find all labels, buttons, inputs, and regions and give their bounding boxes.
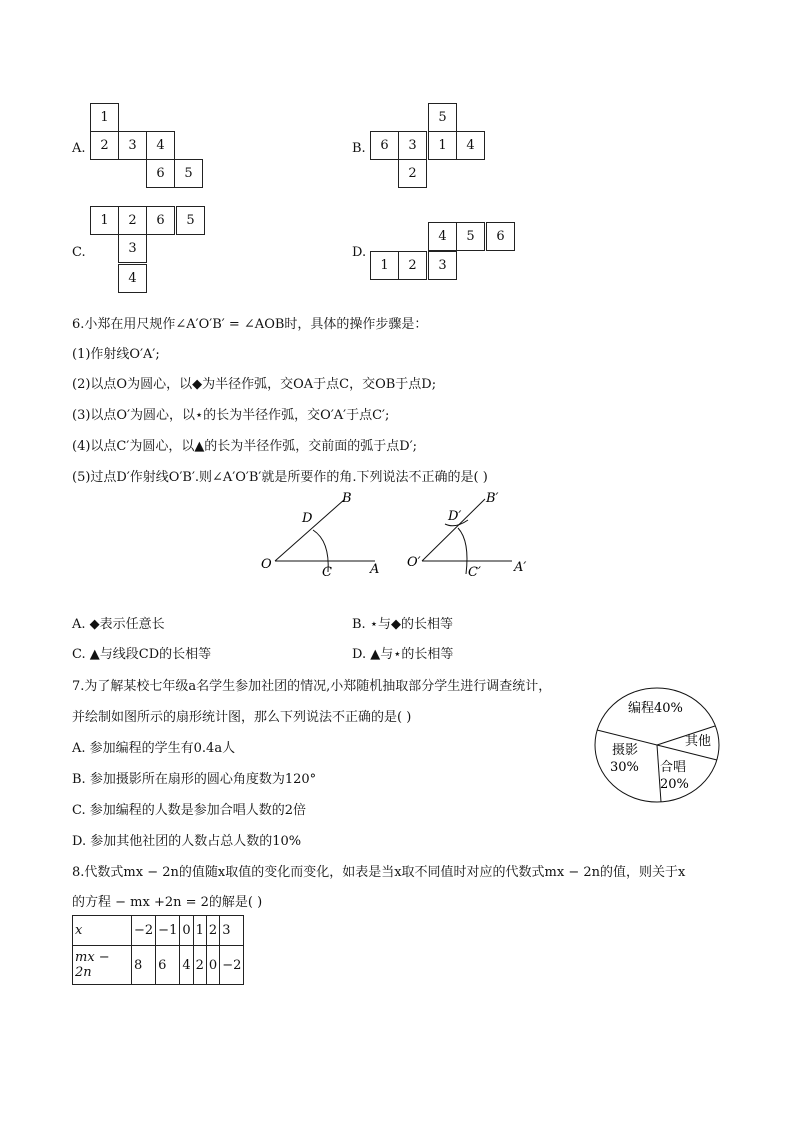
table-row xyxy=(73,946,244,985)
label-c-prime: C′ xyxy=(468,565,481,580)
q6-step-5: (5)过点D′作射线O′B′.则∠A′O′B′就是所要作的角.下列说法不正确的是( ) xyxy=(72,470,488,485)
label-a: A xyxy=(370,562,380,577)
table-cell: 2 xyxy=(206,916,219,946)
table-cell: 1 xyxy=(193,916,206,946)
q8-stem-line-2: 的方程 − mx +2n = 2的解是( ) xyxy=(72,895,263,910)
table-header-cell: mx − 2n xyxy=(73,946,132,985)
value-table xyxy=(72,915,244,985)
pie-pct-chorus: 20% xyxy=(660,777,689,792)
label-o: O xyxy=(261,557,272,572)
option-d-label: D. xyxy=(352,245,367,260)
net-cell: 1 xyxy=(428,131,457,160)
net-cell: 6 xyxy=(146,159,175,188)
net-cell: 5 xyxy=(428,103,457,132)
table-cell: 4 xyxy=(180,946,193,985)
q7-stem-line-1: 7.为了解某校七年级a名学生参加社团的情况,小郑随机抽取部分学生进行调查统计， xyxy=(72,679,552,694)
net-cell: 4 xyxy=(118,264,147,293)
table-row xyxy=(73,916,244,946)
pie-label-photo: 摄影 xyxy=(612,743,639,758)
q7-option-b: B. 参加摄影所在扇形的圆心角度数为120° xyxy=(72,772,317,787)
q7-option-c: C. 参加编程的人数是参加合唱人数的2倍 xyxy=(72,803,307,818)
q6-step-4: (4)以点C′为圆心，以▲的长为半径作弧，交前面的弧于点D′; xyxy=(72,439,418,454)
ray-ob xyxy=(275,499,345,561)
table-cell: 3 xyxy=(220,916,244,946)
q8-stem-line-1: 8.代数式mx − 2n的值随x取值的变化而变化，如表是当x取不同值时对应的代数式mx − 2n的值，则关于x xyxy=(72,865,686,880)
net-cell: 1 xyxy=(90,103,119,132)
net-cell: 6 xyxy=(146,206,175,235)
q6-step-2: (2)以点O为圆心，以◆为半径作弧，交OA于点C，交OB于点D; xyxy=(72,377,437,392)
net-cell: 2 xyxy=(398,159,427,188)
table-cell: −2 xyxy=(132,916,156,946)
q6-stem: 6.小郑在用尺规作∠A′O′B′ = ∠AOB时，具体的操作步骤是： xyxy=(72,317,428,332)
option-a-label: A. xyxy=(72,141,86,156)
label-d-prime: D′ xyxy=(448,509,462,524)
option-b-label: B. xyxy=(352,141,366,156)
q6-option-a: A. ◆表示任意长 xyxy=(72,617,165,632)
arc-c-prime xyxy=(458,528,467,574)
label-b: B xyxy=(342,491,352,506)
net-cell: 1 xyxy=(90,206,119,235)
table-header-cell: x xyxy=(73,916,132,946)
net-cell: 3 xyxy=(118,131,147,160)
net-cell: 3 xyxy=(428,251,457,280)
label-b-prime: B′ xyxy=(486,491,499,506)
table-cell: 0 xyxy=(206,946,219,985)
pie-label-chorus: 合唱 xyxy=(660,760,687,775)
pie-pct-photo: 30% xyxy=(610,760,639,775)
q7-option-d: D. 参加其他社团的人数占总人数的10% xyxy=(72,834,302,849)
label-o-prime: O′ xyxy=(407,555,421,570)
net-cell: 3 xyxy=(118,234,147,263)
pie-label-program: 编程40% xyxy=(628,701,683,716)
net-cell: 5 xyxy=(174,159,203,188)
net-cell: 2 xyxy=(118,206,147,235)
net-cell: 6 xyxy=(370,131,399,160)
net-cell: 3 xyxy=(398,131,427,160)
pie-chart xyxy=(590,684,730,808)
label-c: C xyxy=(322,565,332,580)
q7-stem-line-2: 并绘制如图所示的扇形统计图，那么下列说法不正确的是( ) xyxy=(72,710,412,725)
q6-step-1: (1)作射线O′A′; xyxy=(72,347,160,362)
table-cell: 8 xyxy=(132,946,156,985)
q7-option-a: A. 参加编程的学生有0.4a人 xyxy=(72,741,236,756)
table-cell: 0 xyxy=(180,916,193,946)
net-cell: 2 xyxy=(90,131,119,160)
q6-option-c: C. ▲与线段CD的长相等 xyxy=(72,647,212,662)
option-c-label: C. xyxy=(72,245,86,260)
label-a-prime: A′ xyxy=(514,560,527,575)
table-cell: −1 xyxy=(156,916,180,946)
table-cell: 2 xyxy=(193,946,206,985)
label-d: D xyxy=(302,511,313,526)
net-cell: 6 xyxy=(486,222,515,251)
net-cell: 2 xyxy=(398,251,427,280)
net-cell: 4 xyxy=(146,131,175,160)
net-cell: 1 xyxy=(370,251,399,280)
q6-step-3: (3)以点O′为圆心，以⋆的长为半径作弧，交O′A′于点C′; xyxy=(72,408,390,423)
pie-label-other: 其他 xyxy=(685,734,712,749)
net-cell: 5 xyxy=(456,222,485,251)
net-cell: 4 xyxy=(456,131,485,160)
table-cell: 6 xyxy=(156,946,180,985)
net-cell: 4 xyxy=(428,222,457,251)
net-cell: 5 xyxy=(176,206,205,235)
q6-option-b: B. ⋆与◆的长相等 xyxy=(352,617,453,632)
q6-option-d: D. ▲与⋆的长相等 xyxy=(352,647,454,662)
angle-construction-figure xyxy=(250,486,550,586)
table-cell: −2 xyxy=(220,946,244,985)
